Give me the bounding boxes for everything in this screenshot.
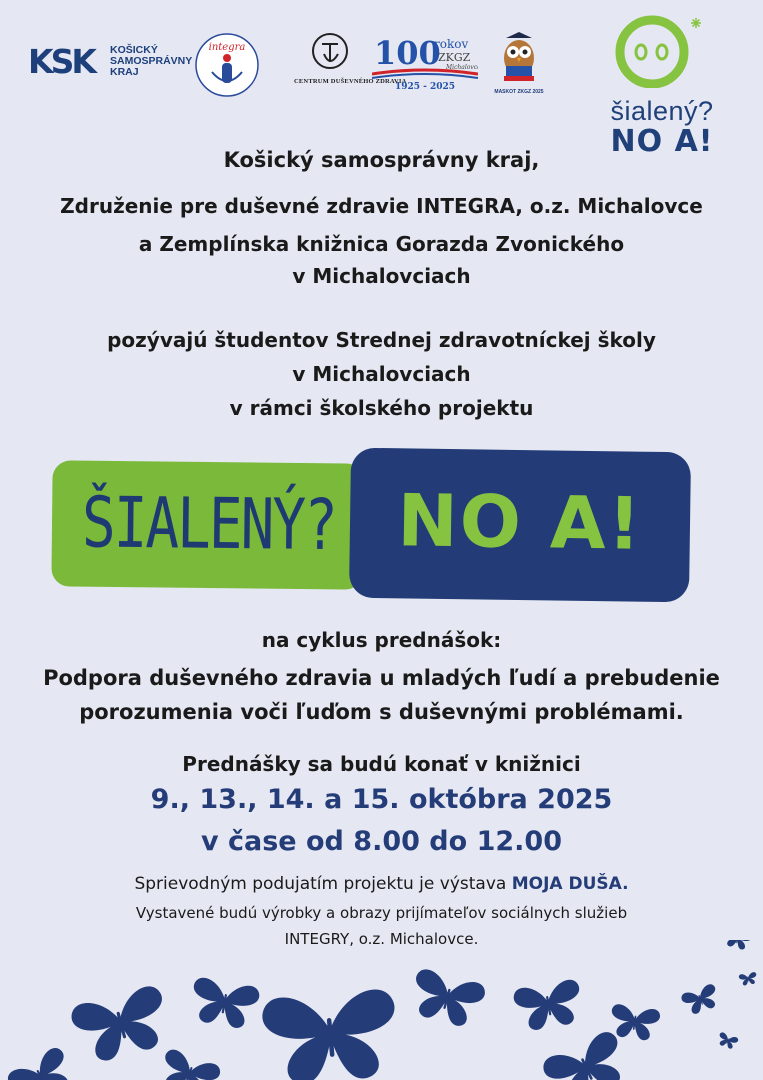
butterfly-icon (680, 983, 721, 1017)
exhibit-note (0, 874, 763, 894)
butterfly-icon (716, 1032, 739, 1051)
butterfly-icon (608, 1003, 661, 1042)
ksk-monogram-icon (28, 44, 104, 78)
butterfly-icon (407, 967, 487, 1031)
svg-text:KSK: KSK (28, 44, 94, 78)
smiley-face-icon (606, 12, 718, 88)
lectures-topic-2: porozumenia voči ľuďom s duševnými problémami. (79, 700, 684, 724)
rokov-years: 1925 - 2025 (394, 82, 456, 92)
exhibit-note-text: Sprievodným podujatím projektu je výstava (134, 874, 507, 894)
ksk-logo-text: KOŠICKÝ SAMOSPRÁVNY KRAJ (110, 43, 193, 78)
exhibit-name: MOJA DUŠA. (511, 874, 629, 894)
centrum-emblem-icon (308, 32, 352, 72)
svg-text:integra: integra (208, 42, 246, 53)
banner-no-a-text: NO A! (396, 478, 644, 566)
butterfly-icon (69, 983, 174, 1066)
banner-sialeny-text: ŠIALENÝ? (81, 482, 337, 567)
butterfly-icon (738, 972, 757, 987)
integra-logo (194, 32, 260, 98)
banner-sialeny (51, 460, 364, 589)
zkgz-100-rokov-logo (372, 34, 478, 92)
invite-line-1: pozývajú študentov Strednej zdravotníckej školy (107, 328, 656, 352)
lectures-dates: 9., 13., 14. a 15. októbra 2025 (150, 784, 613, 815)
exhibit-line-2: Vystavené budú výrobky a obrazy prijímateľov sociálnych služieb (135, 904, 628, 922)
rokov-number: 100 (374, 34, 441, 72)
lectures-time: v čase od 8.00 do 12.00 (201, 826, 562, 857)
butterfly-icon (155, 1047, 222, 1080)
header-line-4: v Michalovciach (292, 264, 471, 288)
invite-line-2: v Michalovciach (292, 362, 471, 386)
logo-sialeny-text: šialený? (610, 96, 714, 126)
butterfly-icon (261, 988, 401, 1080)
ksk-logo (28, 44, 192, 78)
invite-line-3: v rámci školského projektu (229, 396, 534, 420)
rokov-word: rokov (434, 37, 469, 51)
sparkle-icon (691, 18, 701, 28)
butterfly-icon (188, 976, 261, 1031)
banner-no-a (349, 448, 691, 603)
owl-mascot-icon (498, 30, 540, 84)
rokov-city: Michalovce (446, 64, 478, 71)
butterfly-icon (5, 1045, 79, 1080)
sialeny-no-a-logo (606, 12, 718, 168)
rokov-abbr: ZKGZ (438, 51, 471, 64)
maskot-logo: MASKOT ZKGZ 2025 (492, 30, 546, 94)
centrum-logo: CENTRUM DUŠEVNÉHO ZDRAVIA (294, 32, 366, 86)
lectures-topic-1: Podpora duševného zdravia u mladých ľudí a prebudenie (43, 666, 720, 690)
butterfly-icon (723, 940, 753, 951)
header-line-1: Košický samosprávny kraj, (223, 148, 540, 172)
header-line-3: a Zemplínska knižnica Gorazda Zvonického (138, 232, 625, 256)
ribbon-blue-icon (372, 74, 478, 78)
lectures-intro: na cyklus prednášok: (261, 628, 502, 652)
integra-emblem-icon (194, 32, 260, 98)
butterflies-decoration (0, 940, 763, 1080)
exhibit-line-3: INTEGRY, o.z. Michalovce. (284, 930, 479, 948)
lectures-place: Prednášky sa budú konať v knižnici (182, 752, 581, 776)
butterfly-icon (512, 978, 585, 1033)
header-line-2: Združenie pre duševné zdravie INTEGRA, o.z. Michalovce (60, 194, 703, 218)
logo-no-a-text: NO A! (610, 124, 714, 159)
